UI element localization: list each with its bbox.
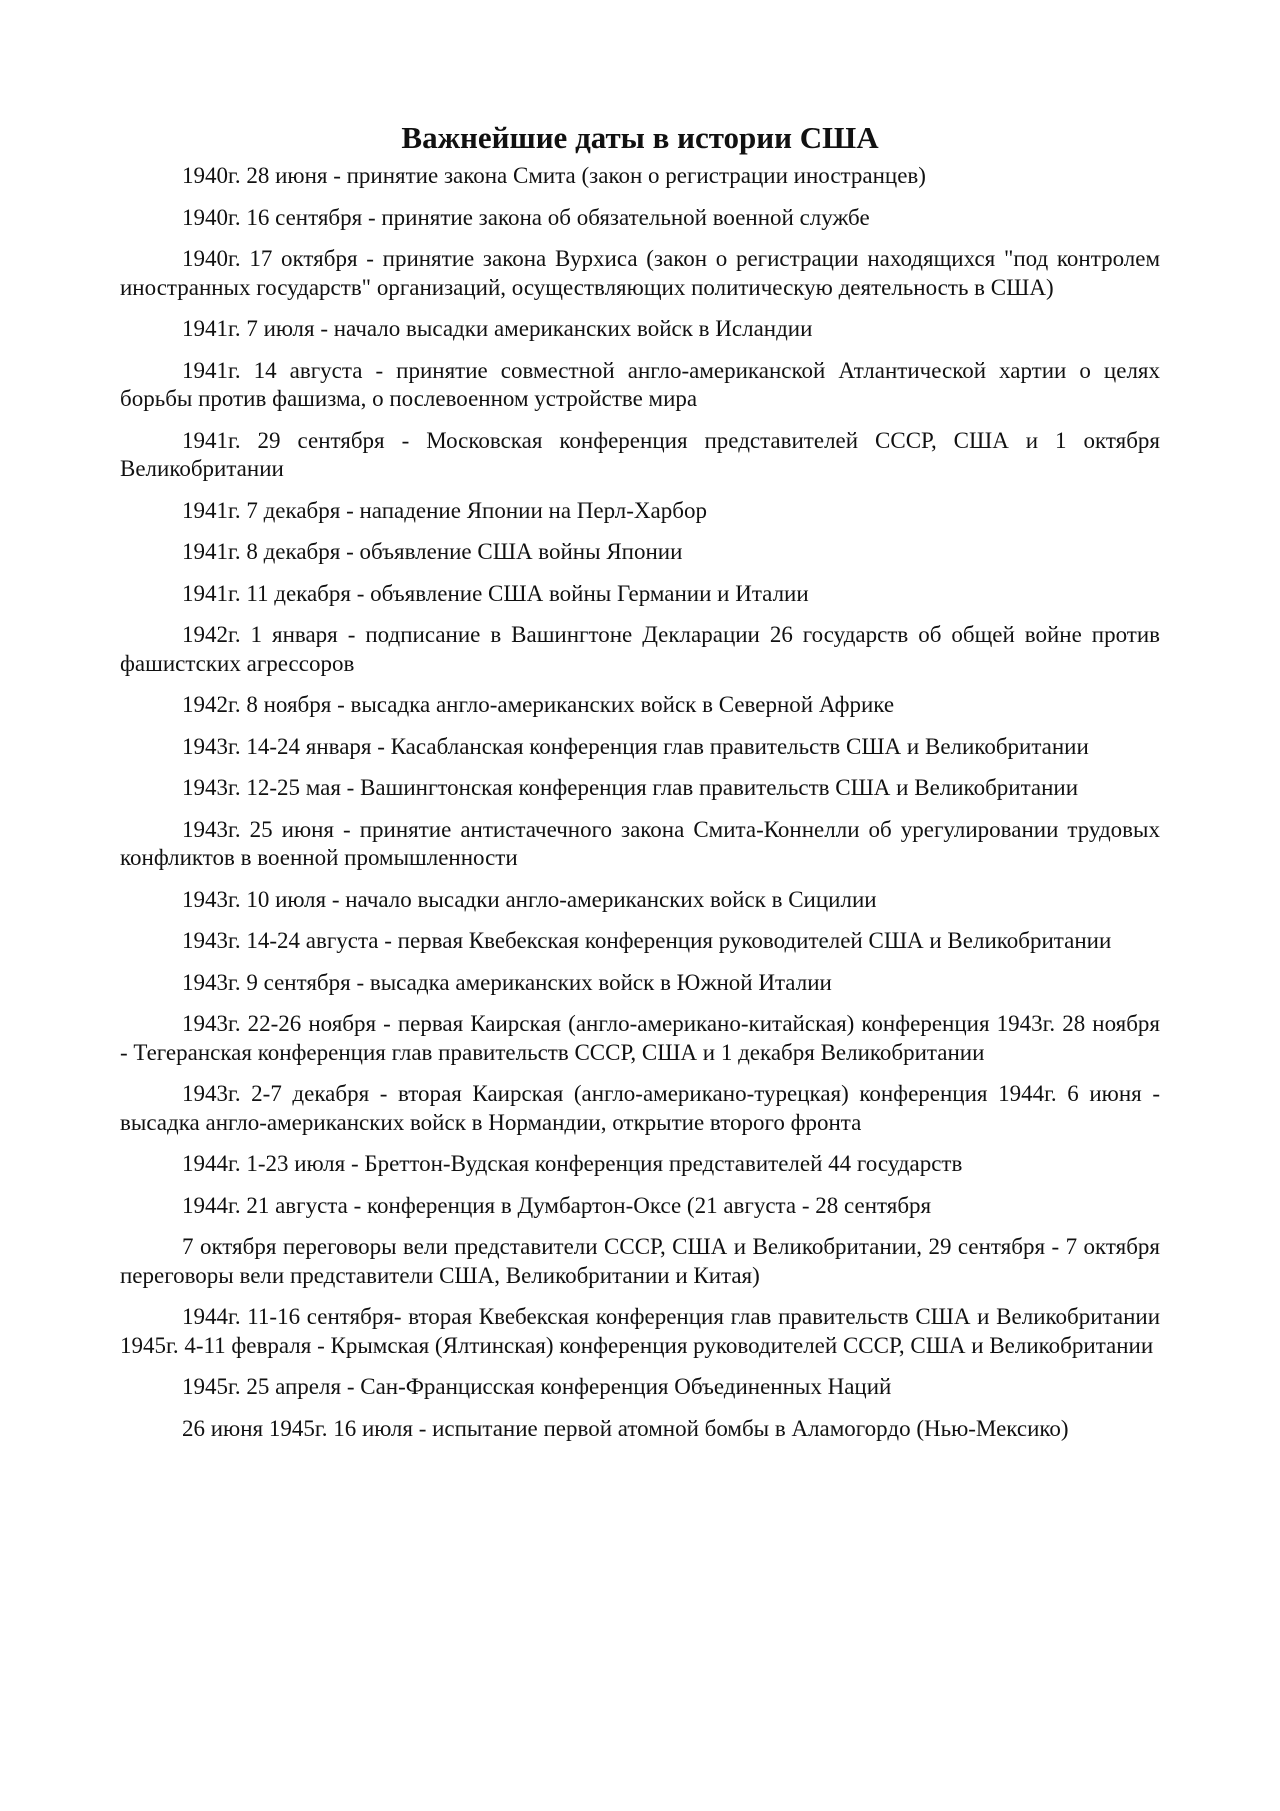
list-item: 26 июня 1945г. 16 июля - испытание первой атомной бомбы в Аламогордо (Нью-Мексико)	[182, 1415, 1069, 1441]
page-title: Важнейшие даты в истории США	[401, 120, 879, 155]
list-item: 1943г. 2-7 декабря - вторая Каирская (англо-американо-турецкая) конференция 1944г. 6 июня - высадка англо-американских войск в Нормандии, открытие второго фронта	[120, 1081, 1160, 1135]
list-item: 1941г. 14 августа - принятие совместной англо-американской Атлантической хартии о целях борьбы против фашизма, о послевоенном устройстве мира	[120, 357, 1160, 411]
list-item: 1941г. 7 декабря - нападение Японии на Перл-Харбор	[182, 497, 707, 523]
list-item: 1940г. 17 октября - принятие закона Вурхиса (закон о регистрации находящихся "под контролем иностранных государств" организаций, осуществляющих политическую деятельность в США)	[120, 246, 1160, 300]
document-page	[120, 118, 1160, 1456]
list-item: 1940г. 28 июня - принятие закона Смита (закон о регистрации иностранцев)	[182, 163, 926, 188]
list-item: 1943г. 12-25 мая - Вашингтонская конференция глав правительств США и Великобритании	[182, 775, 1079, 800]
list-item: 1941г. 11 декабря - объявление США войны Германии и Италии	[182, 580, 809, 606]
list-item: 1941г. 7 июля - начало высадки американских войск в Исландии	[182, 316, 813, 341]
list-item: 1944г. 21 августа - конференция в Думбартон-Оксе (21 августа - 28 сентября	[182, 1192, 932, 1218]
list-item: 1941г. 29 сентября - Московская конференция представителей СССР, США и 1 октября Великобритании	[120, 427, 1160, 481]
list-item: 1943г. 9 сентября - высадка американских войск в Южной Италии	[182, 969, 832, 995]
list-item: 1943г. 22-26 ноября - первая Каирская (англо-американо-китайская) конференция 1943г. 28 ноября - Тегеранская конференция глав правительств СССР, США и 1 декабря Великобритании	[120, 1011, 1160, 1065]
list-item: 7 октября переговоры вели представители СССР, США и Великобритании, 29 сентября - 7 октября переговоры вели представители США, Великобритании и Китая)	[120, 1234, 1160, 1288]
list-item: 1941г. 8 декабря - объявление США войны Японии	[182, 539, 683, 564]
list-item: 1943г. 14-24 января - Касабланская конференция глав правительств США и Великобритании	[182, 733, 1089, 759]
list-item: 1945г. 25 апреля - Сан-Францисская конференция Объединенных Наций	[182, 1374, 892, 1399]
list-item: 1942г. 1 января - подписание в Вашингтоне Декларации 26 государств об общей войне против фашистских агрессоров	[120, 622, 1160, 676]
list-item: 1942г. 8 ноября - высадка англо-американских войск в Северной Африке	[182, 692, 895, 717]
entry-list	[120, 162, 1160, 1443]
list-item: 1943г. 10 июля - начало высадки англо-американских войск в Сицилии	[182, 886, 877, 912]
list-item: 1944г. 11-16 сентября- вторая Квебекская конференция глав правительств США и Великобритании 1945г. 4-11 февраля - Крымская (Ялтинская) конференция руководителей СССР, США и Великобритании	[120, 1304, 1160, 1358]
list-item: 1943г. 14-24 августа - первая Квебекская конференция руководителей США и Великобритании	[182, 928, 1112, 953]
list-item: 1940г. 16 сентября - принятие закона об обязательной военной службе	[182, 204, 870, 230]
list-item: 1943г. 25 июня - принятие антистачечного закона Смита-Коннелли об урегулировании трудовых конфликтов в военной промышленности	[120, 816, 1160, 870]
list-item: 1944г. 1-23 июля - Бреттон-Вудская конференция представителей 44 государств	[182, 1151, 963, 1176]
